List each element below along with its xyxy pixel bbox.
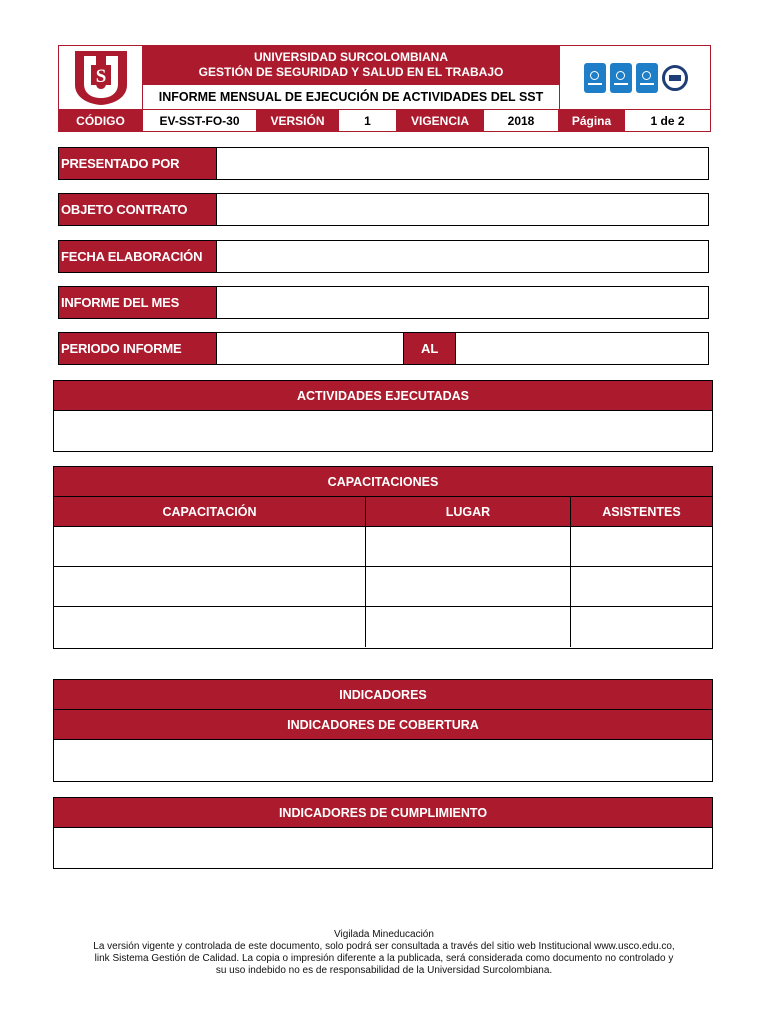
table-row: [54, 567, 712, 607]
certifications: [559, 46, 711, 109]
header-title-band: [143, 46, 559, 84]
compliance-field[interactable]: [54, 828, 712, 868]
certification-seal-icon: [662, 65, 688, 91]
compliance-header: INDICADORES DE CUMPLIMIENTO: [54, 798, 712, 828]
training-cell[interactable]: [54, 607, 366, 647]
certification-badge-icon: [584, 63, 606, 93]
presented-by-label: PRESENTADO POR: [59, 148, 216, 179]
version-value: 1: [339, 110, 397, 131]
footer-line-3: link Sistema Gestión de Calidad. La copia o impresión diferente a la publicada, será considerada como documento no controlado y: [94, 953, 674, 964]
place-cell[interactable]: [366, 527, 571, 566]
elaboration-date-row: [58, 240, 709, 273]
trainings-header: CAPACITACIONES: [54, 467, 712, 497]
place-cell[interactable]: [366, 607, 571, 647]
usco-shield-icon: [71, 49, 131, 107]
place-cell[interactable]: [366, 567, 571, 606]
code-label: CÓDIGO: [59, 110, 143, 131]
code-value: EV-SST-FO-30: [143, 110, 257, 131]
certification-badge-icon: [636, 63, 658, 93]
contract-object-row: [58, 193, 709, 226]
page-label: Página: [559, 110, 625, 131]
footer-line-4: su uso indebido no es de responsabilidad de la Universidad Surcolombiana.: [215, 965, 553, 976]
coverage-header: INDICADORES DE COBERTURA: [54, 710, 712, 740]
footer-line-1: Vigilada Mineducación: [334, 929, 434, 940]
table-row: [54, 527, 712, 567]
university-name: UNIVERSIDAD SURCOLOMBIANA: [253, 50, 448, 64]
logo-inner-letter: S: [95, 65, 106, 87]
university-logo: [59, 46, 143, 109]
month-report-field[interactable]: [216, 287, 708, 318]
trainings-section: [53, 466, 713, 649]
activities-field[interactable]: [54, 411, 712, 451]
contract-object-field[interactable]: [216, 194, 708, 225]
month-report-label: INFORME DEL MES: [59, 287, 216, 318]
trainings-column-headers: [54, 497, 712, 527]
column-header-attendees: ASISTENTES: [602, 504, 681, 519]
elaboration-date-field[interactable]: [216, 241, 708, 272]
form-title: INFORME MENSUAL DE EJECUCIÓN DE ACTIVIDADES DEL SST: [143, 84, 559, 109]
department-name: GESTIÓN DE SEGURIDAD Y SALUD EN EL TRABAJO: [198, 65, 504, 79]
coverage-field[interactable]: [54, 740, 712, 780]
indicators-section: [53, 679, 713, 782]
column-header-training: CAPACITACIÓN: [54, 497, 366, 526]
training-cell[interactable]: [54, 527, 366, 566]
page-value: 1 de 2: [650, 113, 685, 128]
contract-object-label: OBJETO CONTRATO: [59, 194, 216, 225]
version-label: VERSIÓN: [257, 110, 339, 131]
presented-by-field[interactable]: [216, 148, 708, 179]
period-to-label: AL: [403, 333, 455, 364]
document-footer: [60, 929, 708, 977]
month-report-row: [58, 286, 709, 319]
compliance-section: [53, 797, 713, 869]
report-period-row: [58, 332, 709, 365]
document-meta-row: [59, 109, 710, 131]
activities-section: [53, 380, 713, 452]
certification-badge-icon: [610, 63, 632, 93]
document-header: [58, 45, 711, 132]
report-period-label: PERIODO INFORME: [59, 333, 216, 364]
column-header-place: LUGAR: [366, 497, 571, 526]
presented-by-row: [58, 147, 709, 180]
period-from-field[interactable]: [216, 333, 403, 364]
validity-label: VIGENCIA: [397, 110, 484, 131]
training-cell[interactable]: [54, 567, 366, 606]
validity-value: 2018: [484, 110, 559, 131]
elaboration-date-label: FECHA ELABORACIÓN: [59, 241, 216, 272]
footer-line-2: La versión vigente y controlada de este documento, solo podrá ser consultada a través del sitio web Institucional www.usco.edu.co,: [93, 941, 675, 952]
indicators-header: INDICADORES: [54, 680, 712, 710]
table-row: [54, 607, 712, 647]
attendees-cell[interactable]: [571, 607, 712, 647]
attendees-cell[interactable]: [571, 567, 712, 606]
activities-header: ACTIVIDADES EJECUTADAS: [54, 381, 712, 411]
attendees-cell[interactable]: [571, 527, 712, 566]
period-to-field[interactable]: [455, 333, 708, 364]
